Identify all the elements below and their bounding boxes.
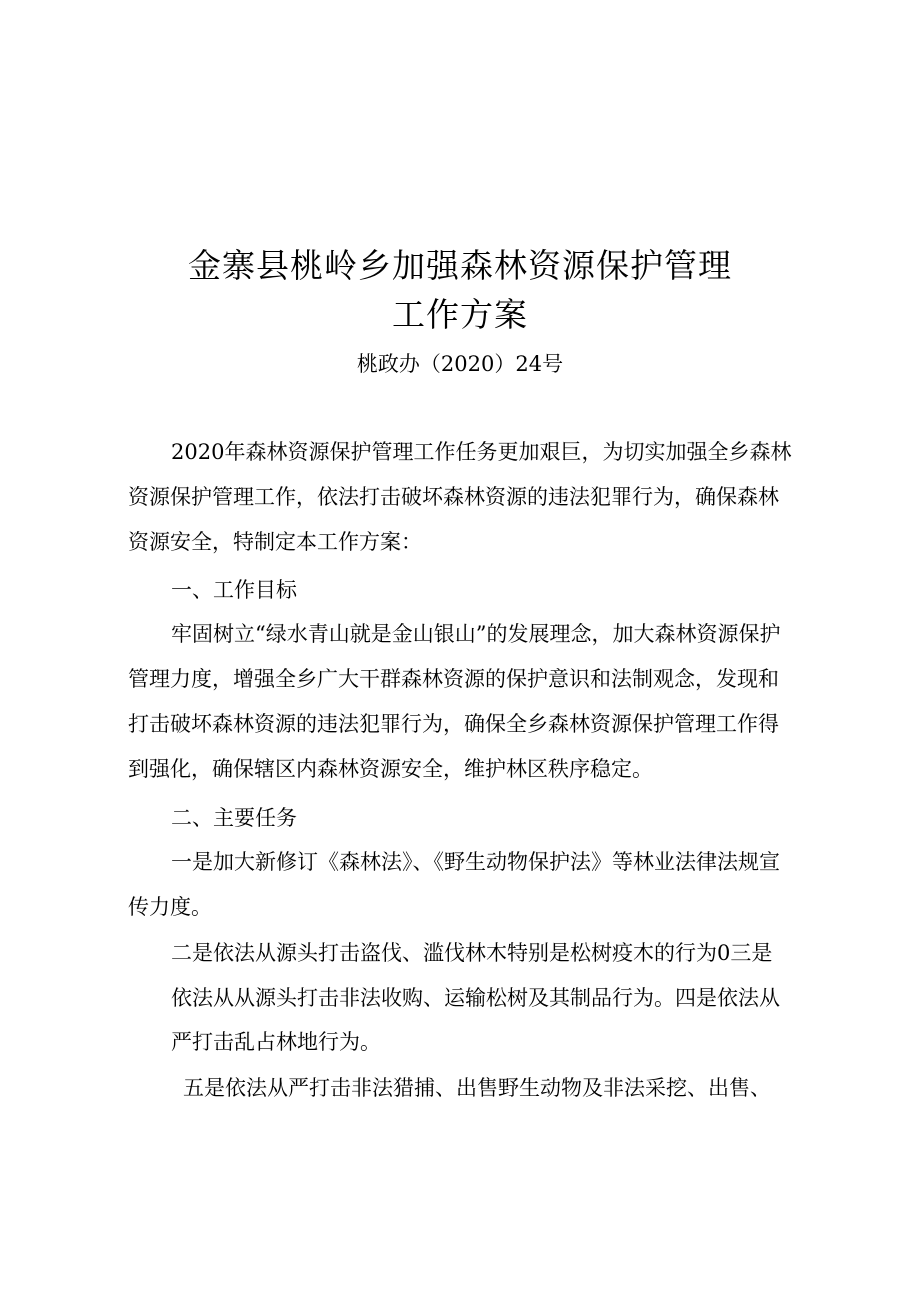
task-2-line-2: 依法从从源头打击非法收购、运输松树及其制品行为。四是依法从 [171,986,780,1010]
document-title-line-1: 金寨县桃岭乡加强森林资源保护管理 [188,246,732,285]
section-1-paragraph: 牢固树立“绿水青山就是金山银山”的发展理念，加大森林资源保护管理力度，增强全乡广大干群森林资源的保护意识和法制观念，发现和打击破坏森林资源的违法犯罪行为，确保全乡森林资源保护管理工作得到强化，确保辖区内森林资源安全，维护林区秩序稳定。 [128,622,781,781]
section-1-heading: 一、工作目标 [171,578,297,602]
document-title-line-2: 工作方案 [392,295,528,334]
document-number: 桃政办（2020）24号 [356,352,564,376]
section-2-heading: 二、主要任务 [171,806,297,830]
task-5-paragraph: 五是依法从严打击非法猎捕、出售野生动物及非法采挖、出售、 [183,1076,771,1100]
task-2-line-1: 二是依法从源头打击盗伐、滥伐林木特别是松树疫木的行为0三是 [171,941,773,965]
task-1-paragraph: 一是加大新修订《森林法》、《野生动物保护法》等林业法律法规宣传力度。 [128,850,780,919]
intro-paragraph: 2020年森林资源保护管理工作任务更加艰巨，为切实加强全乡森林资源保护管理工作，依法打击破坏森林资源的违法犯罪行为，确保森林资源安全，特制定本工作方案： [128,440,792,554]
task-2-line-3: 严打击乱占林地行为。 [171,1030,381,1054]
